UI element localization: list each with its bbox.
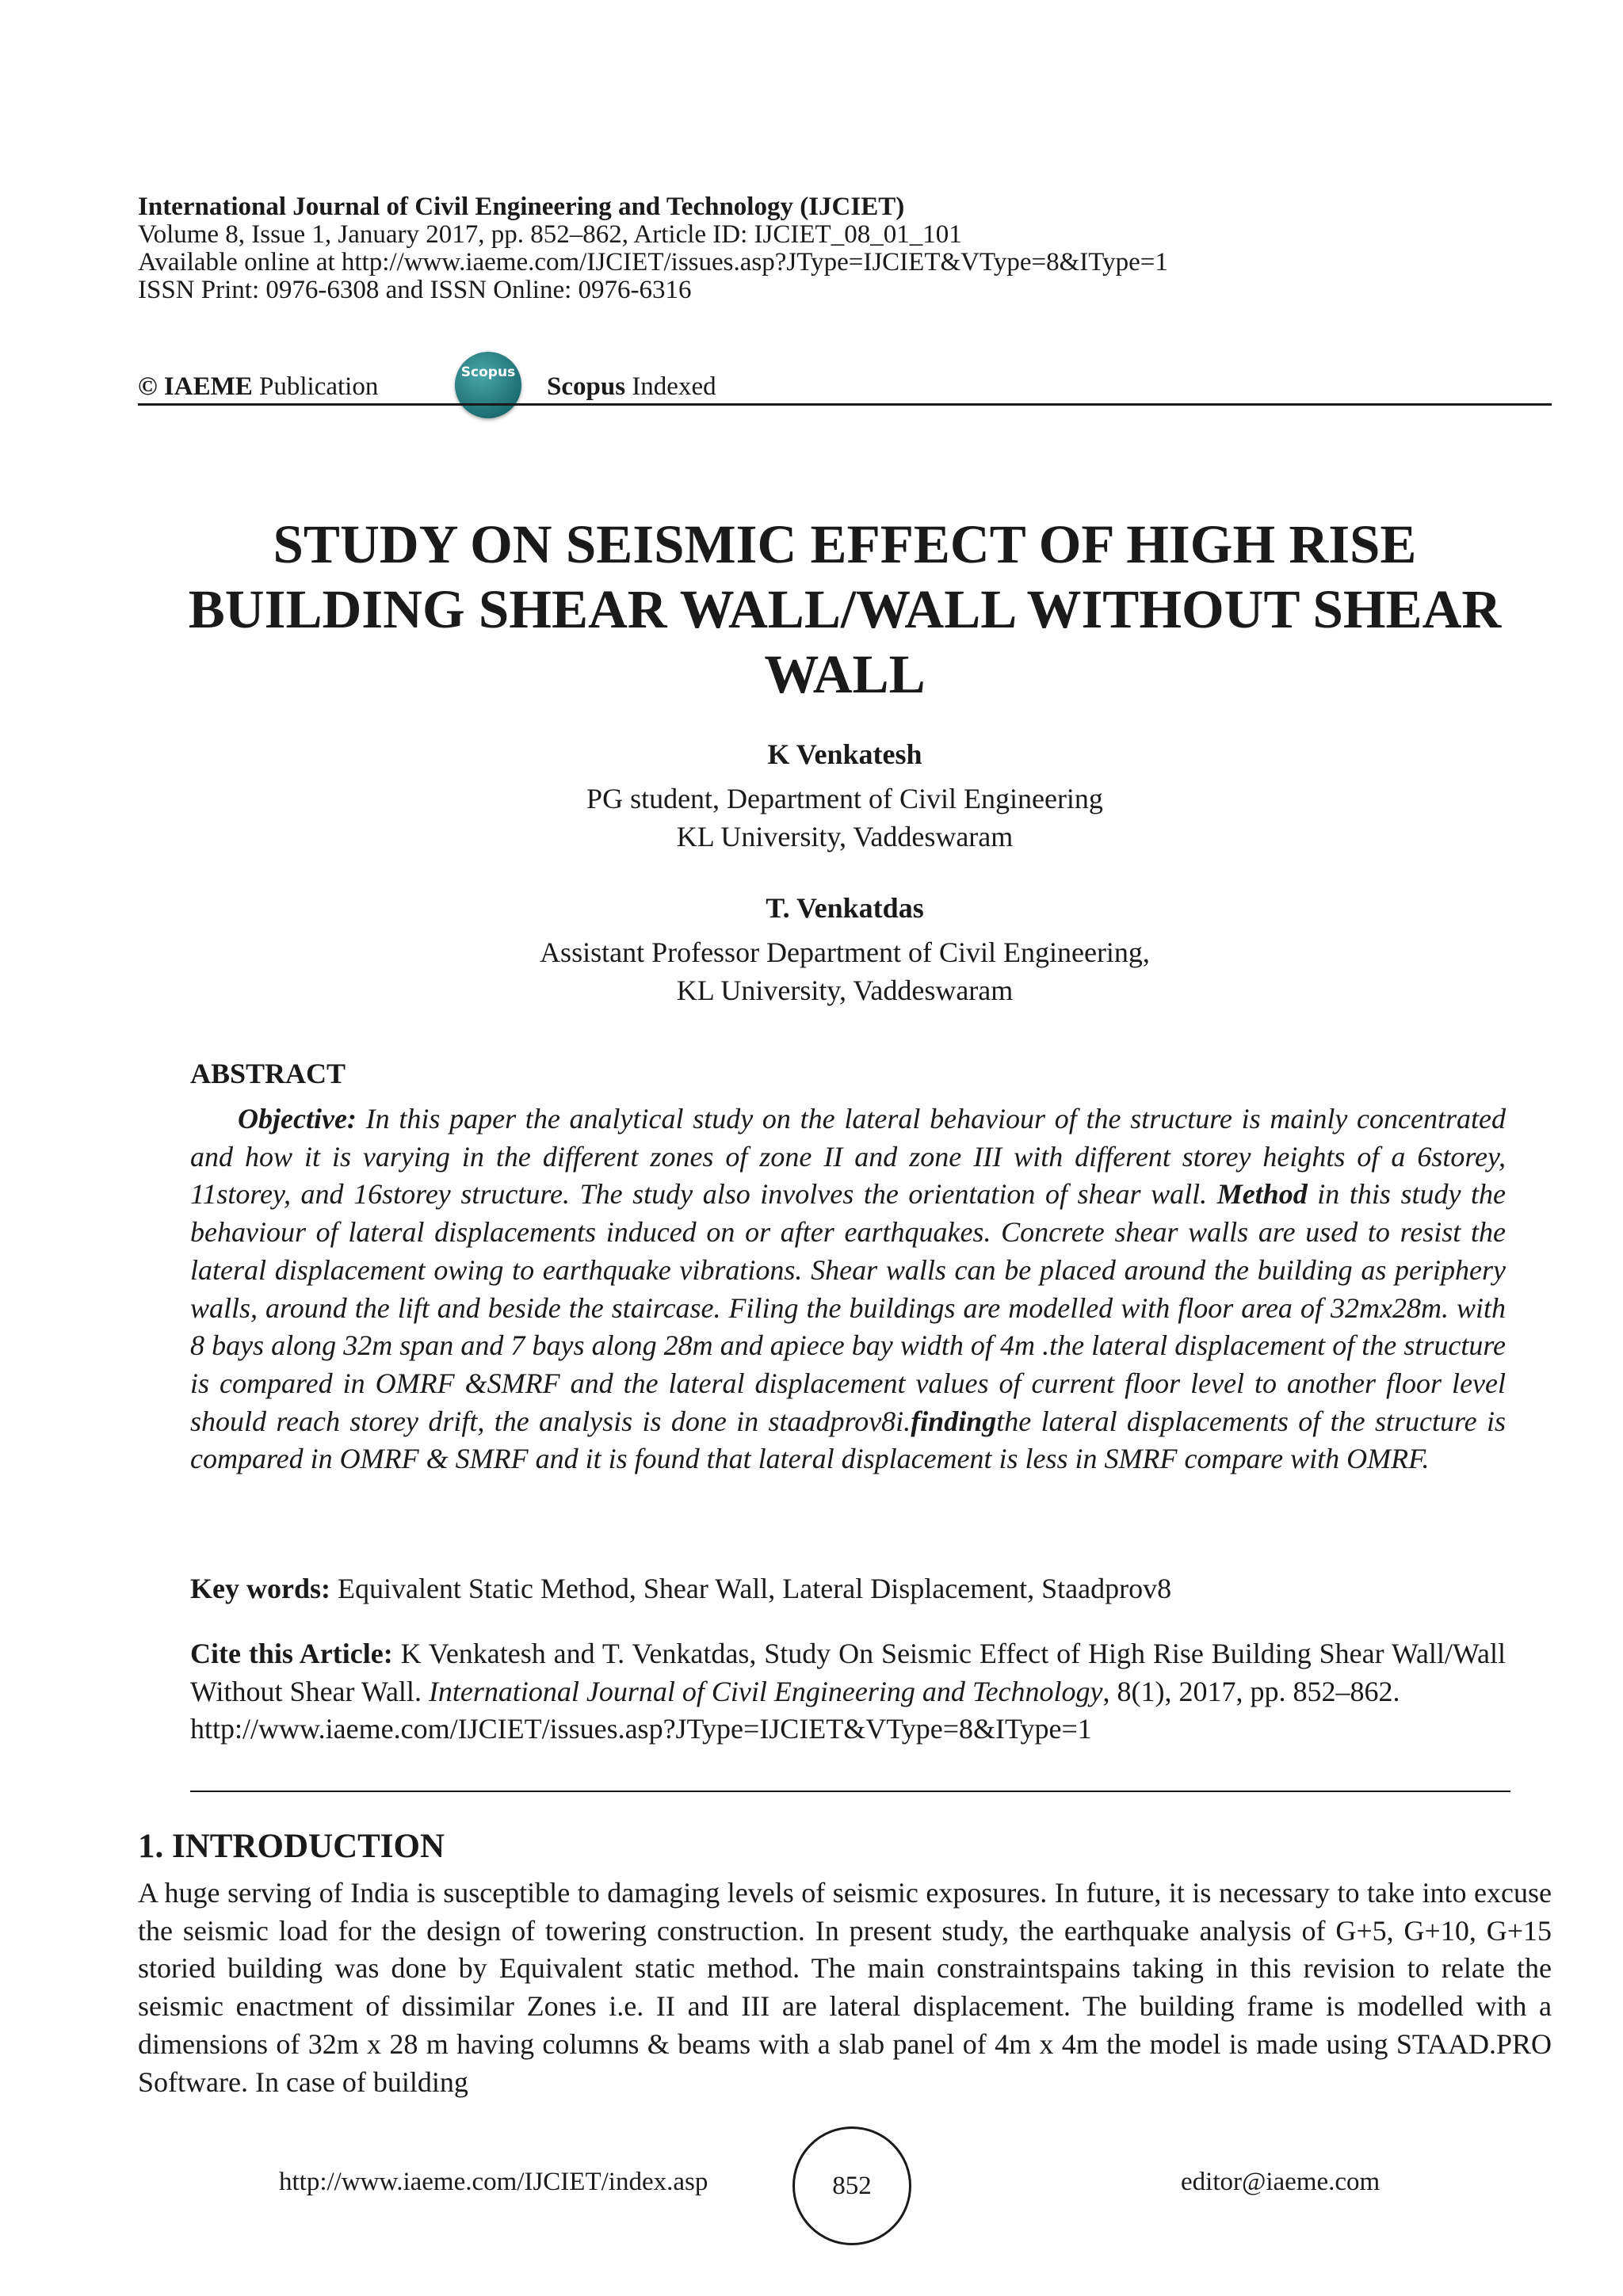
page-number-text: 852: [832, 2171, 872, 2200]
author-affiliation: PG student, Department of Civil Engineering: [586, 783, 1103, 814]
copyright-symbol: ©: [138, 372, 158, 401]
keywords: [190, 1571, 1506, 1606]
journal-header: [138, 193, 1552, 304]
title-line: WALL: [764, 644, 926, 704]
footer-url-link[interactable]: http://www.iaeme.com/IJCIET/index.asp: [279, 2168, 708, 2196]
title-line: BUILDING SHEAR WALL/WALL WITHOUT SHEAR: [188, 579, 1502, 639]
introduction-heading: 1. INTRODUCTION: [138, 1828, 445, 1865]
objective-label: Objective:: [238, 1103, 357, 1135]
author-affiliation: KL University, Vaddeswaram: [676, 974, 1014, 1006]
cite-label: Cite this Article:: [190, 1638, 393, 1669]
introduction-text: A huge serving of India is susceptible to damaging levels of seismic exposures. In future, it is necessary to take into excuse the seismic load for the design of towering construction. In present study, the earthquake analysis of G+5, G+10, G+15 storied building was done by Equivalent static method. The main constraintspains taking in this revision to relate the seismic enactment of dissimilar Zones i.e. II and III are lateral displacement. The building frame is modelled with a dimensions of 32m x 28 m having columns & beams with a slab panel of 4m x 4m the model is made using STAAD.PRO Software. In case of building: [138, 1877, 1552, 2098]
abstract: [190, 1056, 1506, 1478]
abstract-heading: ABSTRACT: [190, 1058, 346, 1089]
journal-volume-line: Volume 8, Issue 1, January 2017, pp. 852–862, Article ID: IJCIET_08_01_101: [138, 220, 962, 249]
abstract-text: Objective: In this paper the analytical study on the lateral behaviour of the structure is mainly concentrated and how it is varying in the different zones of zone II and zone III with different storey heights of a 6storey, 11storey, and 16storey structure. The study also involves the orientation of shear wall. Method in this study the behaviour of lateral displacements induced on or after earthquakes. Concrete shear walls are used to resist the lateral displacement owing to earthquake vibrations. Shear walls can be placed around the building as periphery walls, around the lift and beside the staircase. Filing the buildings are modelled with floor area of 32mx28m. with 8 bays along 32m span and 7 bays along 28m and apiece bay width of 4m .the lateral displacement of the structure is compared in OMRF &SMRF and the lateral displacement values of current floor level to another floor level should reach storey drift, the analysis is done in staadprov8i.findingthe lateral displacements of the structure is compared in OMRF & SMRF and it is found that lateral displacement is less in SMRF compare with OMRF.: [190, 1103, 1506, 1475]
scopus-indexed: [547, 372, 716, 402]
publisher-credit: [138, 372, 378, 402]
cite-url-link[interactable]: http://www.iaeme.com/IJCIET/issues.asp?JType=IJCIET&VType=8&IType=1: [190, 1713, 1092, 1745]
keywords-text: Equivalent Static Method, Shear Wall, Lateral Displacement, Staadprov8: [330, 1573, 1172, 1604]
journal-issn-line: ISSN Print: 0976-6308 and ISSN Online: 0976-6316: [138, 276, 692, 304]
journal-name: International Journal of Civil Engineering and Technology (IJCIET): [138, 193, 905, 221]
cite-journal: International Journal of Civil Engineering and Technology: [428, 1675, 1103, 1707]
scopus-badge-label: Scopus: [460, 364, 516, 380]
paper-title: [138, 512, 1552, 707]
citation-divider: [190, 1791, 1510, 1792]
page-number: [792, 2126, 911, 2245]
cite-details: , 8(1), 2017, pp. 852–862.: [1102, 1675, 1400, 1707]
scopus-logo-icon: [455, 352, 521, 418]
finding-label: finding: [911, 1405, 997, 1437]
journal-available-line: Available online at http://www.iaeme.com/IJCIET/issues.asp?JType=IJCIET&VType=8&IType=1: [138, 248, 1168, 277]
title-line: STUDY ON SEISMIC EFFECT OF HIGH RISE: [273, 514, 1417, 574]
author-2: [138, 892, 1552, 1009]
scopus-name: Scopus: [547, 372, 626, 401]
publisher-suffix: Publication: [259, 372, 379, 401]
footer-email-link[interactable]: editor@iaeme.com: [1181, 2168, 1381, 2196]
keywords-label: Key words:: [190, 1573, 330, 1604]
author-1: [138, 738, 1552, 856]
publisher-name: IAEME: [163, 372, 253, 401]
scopus-suffix: Indexed: [632, 372, 716, 401]
author-name: K Venkatesh: [767, 738, 922, 770]
method-label: Method: [1216, 1178, 1308, 1211]
cite-text: K Venkatesh and T. Venkatdas, Study On Seismic Effect of High Rise Building Shear Wall/Wall Without Shear Wall.: [190, 1638, 1506, 1707]
author-affiliation: KL University, Vaddeswaram: [676, 821, 1014, 852]
author-affiliation: Assistant Professor Department of Civil Engineering,: [540, 936, 1150, 968]
author-name: T. Venkatdas: [766, 892, 924, 924]
citation: [190, 1635, 1506, 1749]
header-divider: [138, 403, 1552, 406]
publication-row: [138, 360, 1552, 406]
